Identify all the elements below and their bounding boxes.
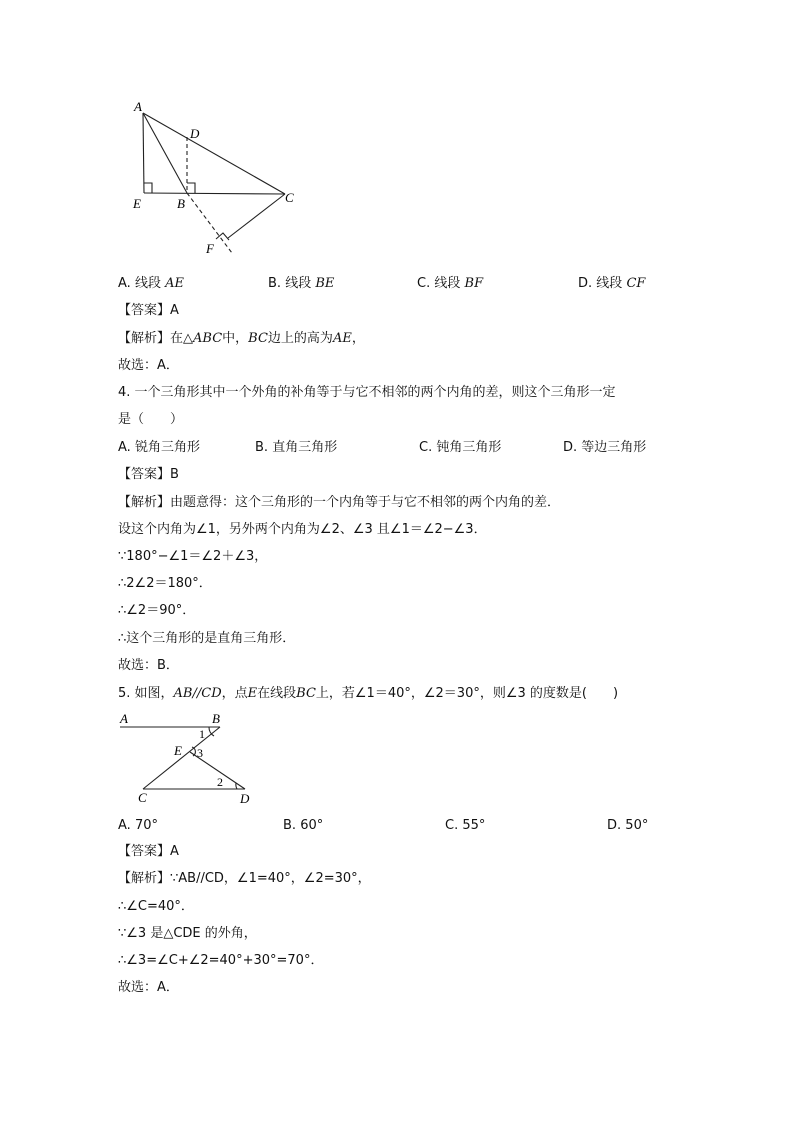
label-A: A — [134, 99, 142, 114]
label-B: B — [177, 196, 185, 211]
q5-option-a: A. 70° — [118, 818, 158, 833]
q4-option-a: A. 锐角三角形 — [118, 440, 200, 455]
label-C: C — [138, 790, 147, 805]
q4-analysis-line: ∴这个三角形的是直角三角形． — [118, 631, 296, 646]
figure-triangle-altitude — [118, 95, 338, 260]
q5-option-c: C. 55° — [445, 818, 486, 833]
q4-option-b: B. 直角三角形 — [255, 440, 338, 455]
label-A: A — [120, 711, 128, 726]
q4-option-d: D. 等边三角形 — [563, 440, 647, 455]
q5-analysis-line: ∴∠C=40°． — [118, 899, 194, 914]
q3-option-a: A. 线段 AE — [118, 276, 184, 291]
q5-analysis-line: 【解析】∵AB//CD，∠1=40°，∠2=30°， — [118, 871, 371, 886]
q4-stem-line2: 是（ ） — [118, 412, 184, 427]
q4-option-c: C. 钝角三角形 — [419, 440, 502, 455]
q4-analysis-line: 故选：B． — [118, 658, 179, 673]
q4-analysis-line: 设这个内角为∠1，另外两个内角为∠2、∠3 且∠1＝∠2−∠3． — [118, 522, 487, 537]
q4-analysis-line: ∴∠2＝90°． — [118, 603, 196, 618]
q5-analysis-line: ∴∠3=∠C+∠2=40°+30°=70°． — [118, 953, 324, 968]
label-E: E — [133, 196, 141, 211]
q4-answer: 【答案】B — [118, 467, 179, 482]
q4-analysis-line: ∴2∠2＝180°． — [118, 576, 212, 591]
label-F: F — [206, 241, 214, 256]
q5-option-b: B. 60° — [283, 818, 324, 833]
label-C: C — [285, 190, 294, 205]
q4-analysis-line: ∵180°−∠1＝∠2＋∠3， — [118, 549, 268, 564]
label-angle-1: 1 — [199, 727, 205, 741]
label-angle-2: 2 — [217, 775, 223, 789]
label-B: B — [212, 711, 220, 726]
q5-answer: 【答案】A — [118, 844, 179, 859]
figure-parallel-lines — [115, 708, 265, 808]
label-D: D — [240, 791, 250, 806]
q3-conclusion: 故选：A． — [118, 358, 179, 373]
q4-stem-line1: 4. 一个三角形其中一个外角的补角等于与它不相邻的两个内角的差，则这个三角形一定 — [118, 385, 616, 400]
label-angle-3: 3 — [197, 746, 203, 760]
q5-analysis-line: 故选：A． — [118, 980, 179, 995]
q4-analysis-line: 【解析】由题意得：这个三角形的一个内角等于与它不相邻的两个内角的差． — [118, 495, 561, 510]
q5-stem: 5. 如图，AB//CD，点E在线段BC上，若∠1＝40°，∠2＝30°，则∠3 的度数是( ) — [118, 686, 619, 701]
q3-option-c: C. 线段 BF — [417, 276, 484, 291]
q5-analysis-line: ∵∠3 是△CDE 的外角， — [118, 926, 257, 941]
q3-option-b: B. 线段 BE — [268, 276, 335, 291]
q3-answer: 【答案】A — [118, 303, 179, 318]
q5-option-d: D. 50° — [607, 818, 649, 833]
label-E: E — [174, 743, 182, 758]
q3-option-d: D. 线段 CF — [578, 276, 646, 291]
q3-analysis: 【解析】在△ABC中，BC边上的高为AE， — [118, 331, 365, 346]
label-D: D — [190, 126, 200, 141]
